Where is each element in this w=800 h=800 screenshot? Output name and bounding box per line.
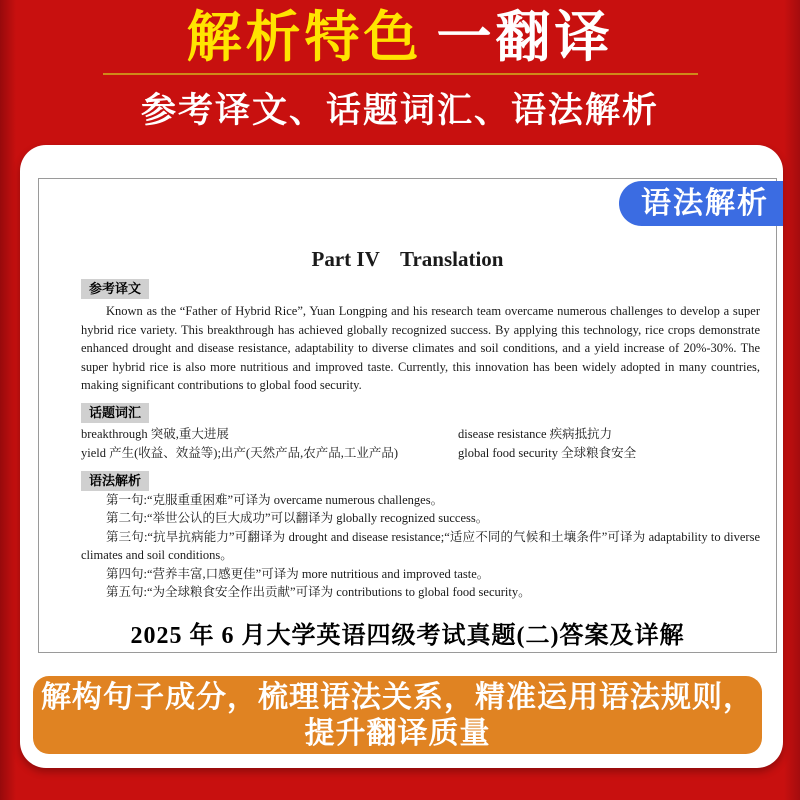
grammar-sentence: 第一句:“克服重重困难”可译为 overcame numerous challenges。: [106, 492, 444, 507]
reference-paragraph: Known as the “Father of Hybrid Rice”, Yuan Longping and his research team overcame numerous challenges to develop a super hybrid rice variety. This breakthrough has achieved globally recognized success. By applying this technology, rice crops demonstrate enhanced drought and disease resistance, adaptability to diverse climates and soil conditions, and a yield increase of 20%-30%. The super hybrid rice is also more nutritious and improved taste. Currently, this innovation has been widely adopted in many countries, making significant contributions to global food security.: [81, 304, 760, 392]
section-label-grammar: 语法解析: [81, 471, 149, 491]
vocab-item: disease resistance 疾病抵抗力: [458, 426, 613, 441]
footer-slogan: [33, 676, 762, 754]
banner-title-rest: 一翻译: [436, 6, 614, 68]
part-title: Part IV Translation: [311, 247, 504, 271]
section-label-vocabulary: 话题词汇: [81, 403, 149, 423]
vocab-item: global food security 全球粮食安全: [458, 445, 637, 460]
content-card: [20, 145, 783, 768]
grammar-sentence: 第五句:“为全球粮食安全作出贡献”可译为 contributions to global food security。: [106, 585, 531, 599]
footer-slogan-line1: 解构句子成分，梳理语法关系，精准运用语法规则，: [41, 681, 754, 714]
book-page-scan: [38, 178, 777, 653]
grammar-sentence: 第三句:“抗旱抗病能力”可翻译为 drought and disease resistance;“适应不同的气候和土壤条件”可译为 adaptability to diverse climates and soil conditions。: [81, 529, 760, 562]
grammar-sentence: 第二句:“举世公认的巨大成功”可以翻译为 globally recognized success。: [106, 511, 489, 525]
banner-subtitle: 参考译文、话题词汇、语法解析: [140, 91, 659, 130]
badge-label: 语法解析: [641, 187, 769, 220]
footer-slogan-line2: 提升翻译质量: [304, 717, 491, 750]
vocab-item: breakthrough 突破,重大进展: [81, 426, 229, 441]
banner-divider: [103, 73, 698, 75]
section-label-reference: 参考译文: [81, 279, 149, 299]
grammar-sentence: 第四句:“营养丰富,口感更佳”可译为 more nutritious and improved taste。: [106, 566, 490, 581]
vocabulary-list: [81, 425, 760, 463]
top-banner: [0, 0, 800, 135]
vocab-item: yield 产生(收益、效益等);出产(天然产品,农产品,工业产品): [81, 445, 398, 460]
grammar-analysis-badge: [619, 181, 783, 226]
banner-title-highlight: 解析特色: [186, 6, 423, 68]
book-title: 2025 年 6 月大学英语四级考试真题(二)答案及详解: [130, 622, 685, 649]
banner-title: [0, 0, 800, 68]
